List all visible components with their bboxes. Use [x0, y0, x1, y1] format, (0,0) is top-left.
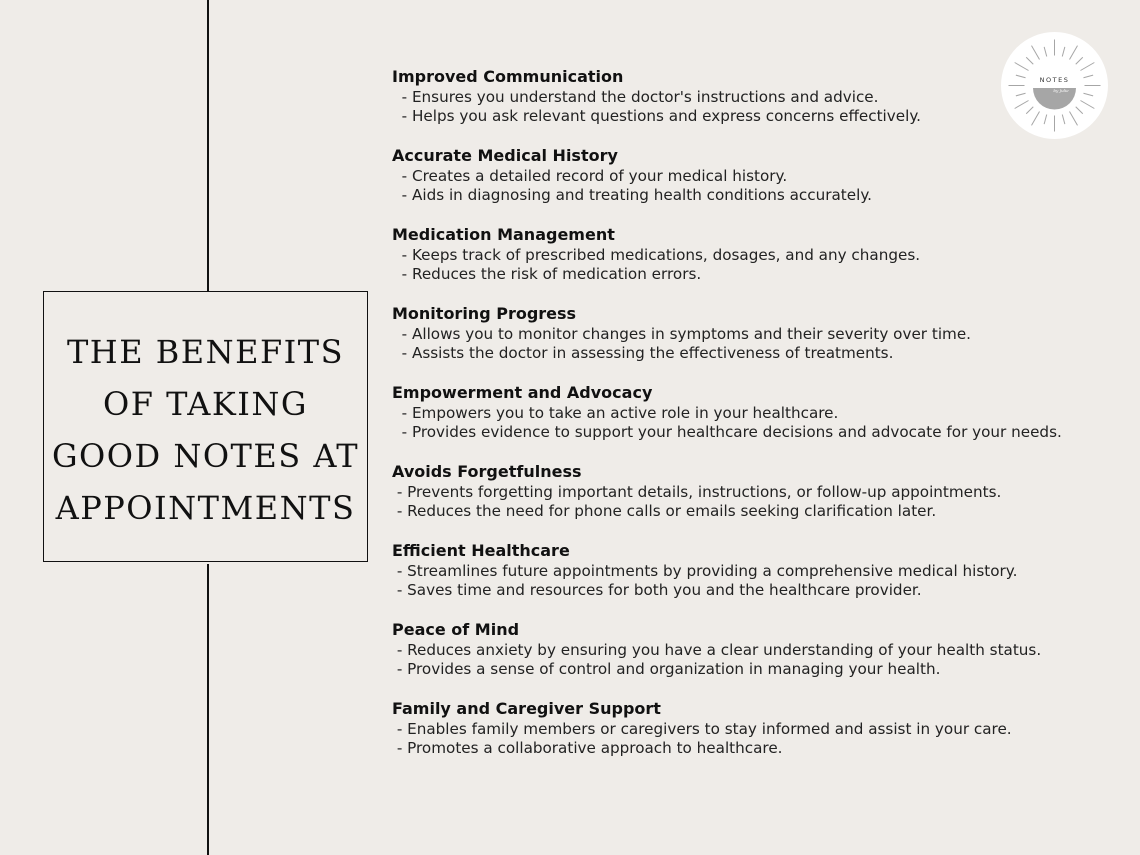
section-heading: Family and Caregiver Support [392, 699, 661, 718]
section-heading: Improved Communication [392, 67, 624, 86]
section-item: - Keeps track of prescribed medications, dosages, and any changes. [392, 246, 921, 264]
title-line-3: GOOD NOTES AT [51, 436, 360, 475]
section-item: - Reduces anxiety by ensuring you have a clear understanding of your health status. [392, 641, 1042, 659]
section-item: - Ensures you understand the doctor's instructions and advice. [392, 88, 879, 106]
section-item: - Helps you ask relevant questions and express concerns effectively. [392, 107, 921, 125]
section-item: - Empowers you to take an active role in your healthcare. [392, 404, 839, 422]
section-item: - Provides a sense of control and organization in managing your health. [392, 660, 941, 678]
title-line-4: APPOINTMENTS [55, 488, 356, 527]
section-heading: Peace of Mind [392, 620, 520, 639]
page-title [52, 326, 359, 534]
section-item: - Allows you to monitor changes in symptoms and their severity over time. [392, 325, 972, 343]
logo-script-text: by Julie [1053, 88, 1069, 93]
section-item: - Streamlines future appointments by providing a comprehensive medical history. [392, 562, 1018, 580]
benefit-section [392, 382, 1107, 442]
section-heading: Avoids Forgetfulness [392, 462, 582, 481]
vertical-divider-top [207, 0, 209, 292]
section-heading: Medication Management [392, 225, 615, 244]
title-line-2: OF TAKING [103, 384, 308, 423]
section-item: - Reduces the need for phone calls or emails seeking clarification later. [392, 502, 937, 520]
benefit-section [392, 145, 1107, 205]
benefit-section [392, 619, 1107, 679]
section-item: - Prevents forgetting important details, instructions, or follow-up appointments. [392, 483, 1002, 501]
section-item: - Reduces the risk of medication errors. [392, 265, 702, 283]
vertical-divider-bottom [207, 564, 209, 855]
section-item: - Provides evidence to support your healthcare decisions and advocate for your needs. [392, 423, 1062, 441]
section-item: - Creates a detailed record of your medical history. [392, 167, 788, 185]
section-heading: Efficient Healthcare [392, 541, 570, 560]
benefit-section [392, 461, 1107, 521]
section-heading: Accurate Medical History [392, 146, 618, 165]
benefit-section [392, 540, 1107, 600]
title-line-1: THE BENEFITS [66, 332, 345, 371]
benefit-section [392, 698, 1107, 758]
logo-text: NOTES [1039, 76, 1070, 84]
section-item: - Promotes a collaborative approach to healthcare. [392, 739, 783, 757]
benefit-section [392, 224, 1107, 284]
benefit-section [392, 66, 1107, 126]
section-heading: Monitoring Progress [392, 304, 577, 323]
title-box [43, 291, 368, 562]
section-heading: Empowerment and Advocacy [392, 383, 653, 402]
section-item: - Assists the doctor in assessing the effectiveness of treatments. [392, 344, 894, 362]
benefit-section [392, 303, 1107, 363]
section-item: - Enables family members or caregivers to stay informed and assist in your care. [392, 720, 1012, 738]
section-item: - Aids in diagnosing and treating health conditions accurately. [392, 186, 872, 204]
benefits-list [392, 66, 1107, 777]
section-item: - Saves time and resources for both you and the healthcare provider. [392, 581, 922, 599]
